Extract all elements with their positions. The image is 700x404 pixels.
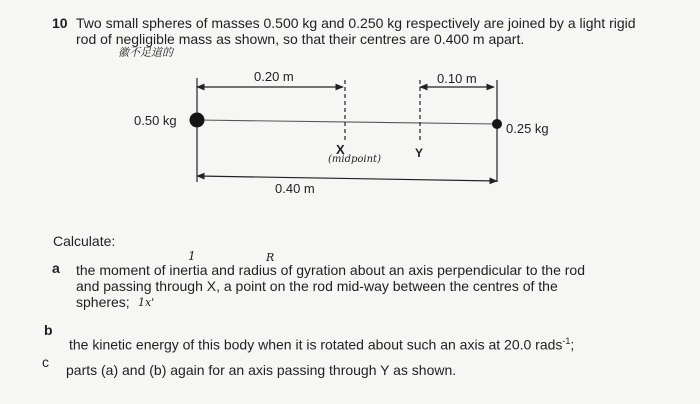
point-x-label: X: [336, 142, 345, 157]
dim-right-label: 0.10 m: [437, 71, 477, 86]
hand-mark-tail: 1x': [138, 296, 155, 309]
point-y-label: Y: [415, 146, 424, 160]
midpoint-note: (midpoint): [328, 154, 381, 165]
part-b-tail: ;: [570, 336, 575, 353]
question-line-1: Two small spheres of masses 0.500 kg and 0.250 kg respectively are joined by a light rigid: [76, 15, 636, 31]
mass-left-label: 0.50 kg: [134, 113, 177, 128]
hand-mark-1: 1: [188, 249, 196, 263]
dim-total-label: 0.40 m: [275, 181, 315, 196]
dim-left-label: 0.20 m: [254, 69, 294, 84]
sphere-small: [492, 119, 502, 129]
part-a-line-1: the moment of inertia and radius of gyration about an axis perpendicular to the rod: [76, 262, 585, 278]
part-b-text: [69, 333, 574, 354]
question-number: 10: [52, 15, 68, 31]
hand-mark-r: R: [266, 251, 275, 264]
part-b-sup: -1: [562, 336, 571, 346]
part-b-letter: b: [44, 322, 53, 338]
part-a-letter: a: [52, 260, 60, 276]
question-line-2: rod of negligible mass as shown, so that their centres are 0.400 m apart.: [76, 31, 525, 47]
part-a-line-2: and passing through X, a point on the rod mid-way between the centres of the: [76, 278, 558, 294]
mass-right-label: 0.25 kg: [506, 121, 549, 136]
rod-line: [197, 120, 497, 124]
part-a-line-3: spheres;: [76, 294, 130, 310]
sphere-large: [190, 113, 205, 128]
dim-arrow-total: [197, 176, 497, 181]
part-c-text: parts (a) and (b) again for an axis passing through Y as shown.: [66, 362, 457, 378]
calculate-heading: Calculate:: [53, 233, 116, 249]
handwritten-note: 徽不足道的: [118, 46, 173, 59]
part-c-letter: c: [42, 354, 49, 370]
part-b-body: the kinetic energy of this body when it is rotated about such an axis at 20.0 rads: [69, 336, 563, 353]
